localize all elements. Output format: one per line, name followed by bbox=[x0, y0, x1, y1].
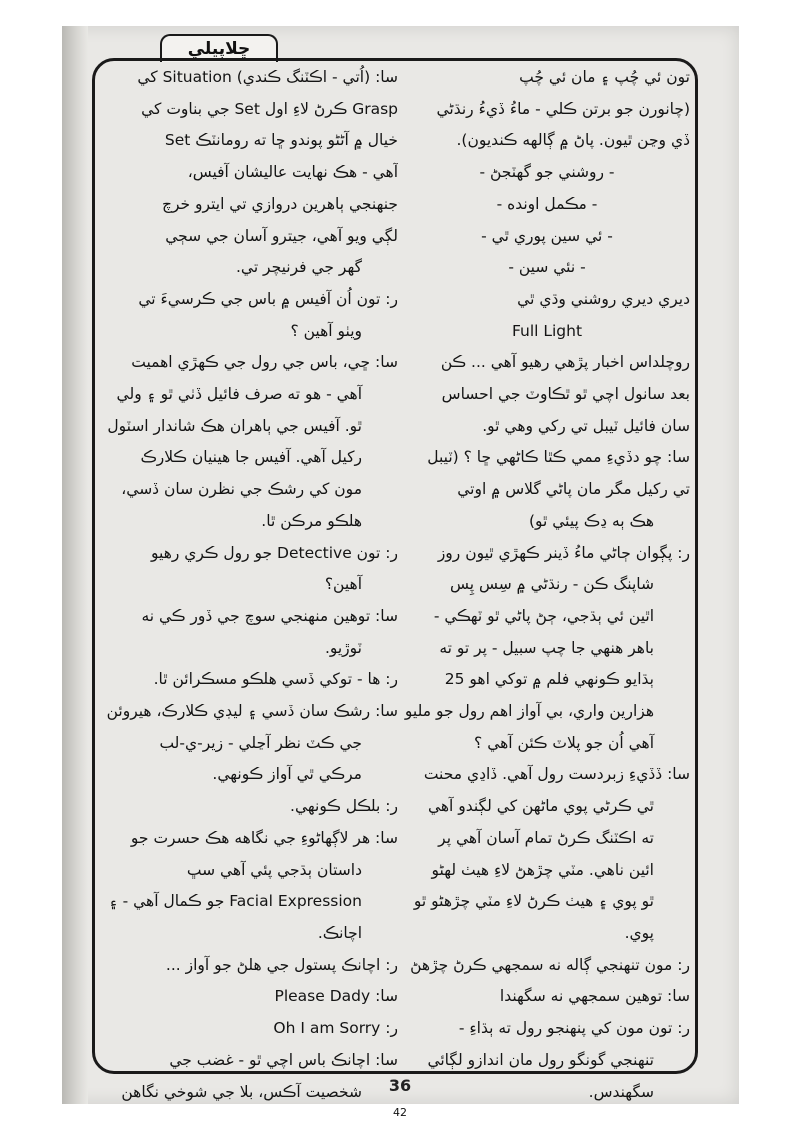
text-line: ائين ناهي. مٽي چڙهڻ لاءِ هيٺ لهڻو bbox=[431, 860, 654, 879]
text-line: آهين؟ bbox=[324, 575, 362, 594]
text-line: Grasp ڪرڻ لاءِ اول Set جي بناوت کي bbox=[141, 99, 398, 118]
text-line: مون کي رشڪ جي نظرن سان ڏسي، bbox=[121, 480, 362, 499]
text-line: ديري ديري روشني وڌي ٿي bbox=[517, 289, 690, 308]
text-line: ٿو پوي ۽ هيٺ ڪرڻ لاءِ مٽي چڙهڻو ٿو bbox=[413, 892, 654, 911]
text-line: ر: Oh I am Sorry bbox=[273, 1019, 398, 1038]
text-line: ر: اچانڪ پستول جي هلڻ جو آواز ... bbox=[165, 955, 398, 974]
text-line: (چانورن جو برتن ڪلي - ماءُ ڏيءُ رنڌڻي bbox=[436, 99, 690, 118]
text-line: ڏي وڃن ٿيون. پاڻ ۾ ڳالهه ڪنديون). bbox=[456, 131, 690, 150]
text-line: - نئي سين - bbox=[508, 258, 586, 277]
text-line: سا: توهين سمجهي نه سگهندا bbox=[499, 987, 690, 1006]
text-line: آهي اُن جو پلاٽ ڪئن آهي ؟ bbox=[474, 733, 654, 752]
text-line: باهر هنهي جا چپ سبيل - پر تو ته bbox=[439, 638, 654, 657]
text-line: لڳي ويو آهي، جيترو آسان جي سڄي bbox=[165, 226, 398, 245]
text-line: رکيل آهي. آفيس جا هينيان ڪلارڪ bbox=[140, 448, 362, 467]
text-line: سگهندس. bbox=[588, 1082, 654, 1101]
text-line: - روشني جو گهٽجڻ - bbox=[479, 163, 615, 182]
text-line: جنهنجي ٻاهرين دروازي تي ايترو خرچ bbox=[161, 194, 398, 213]
text-line: پوي. bbox=[624, 923, 654, 942]
text-line: سا: اچانڪ باس اچي ٿو - غضب جي bbox=[169, 1050, 398, 1069]
text-line: سا: رشڪ سان ڏسي ۽ ليڊي ڪلارڪ، هيروئن bbox=[106, 702, 398, 721]
text-line: اٿين ئي ٻڌجي، ڄڻ پاڻي ٿو ٽهڪي - bbox=[433, 606, 654, 625]
text-line: ٻڌايو ڪونهي فلم ۾ توکي اهو 25 bbox=[444, 670, 654, 689]
text-line: گهر جي فرنيچر تي. bbox=[235, 258, 362, 277]
left-text-column bbox=[102, 62, 398, 1108]
footer-page-number: 42 bbox=[393, 1106, 407, 1119]
text-line: خيال ۾ آڻڻو پوندو ڇا ته رومانٽڪ Set bbox=[164, 131, 398, 150]
section-title: ڇلاپيلي bbox=[187, 39, 251, 59]
text-line: تي رکيل مگر مان پاڻي گلاس ۾ اوتي bbox=[457, 480, 690, 499]
text-line: مرڪي ٿي آواز ڪونهي. bbox=[212, 765, 362, 784]
text-line: ٿو. آفيس جي ٻاهران هڪ شاندار اسٽول bbox=[107, 416, 362, 435]
text-line: سا: Please Dady bbox=[274, 987, 398, 1006]
text-line: Full Light bbox=[511, 321, 583, 340]
text-line: شخصيت آڪس، بلا جي شوخي نگاهن bbox=[121, 1082, 362, 1101]
text-line: سا: توهين منهنجي سوچ جي ڏور ڪي نه bbox=[141, 606, 398, 625]
text-line: داستان ٻڌجي پئي آهي سڀ bbox=[186, 860, 362, 879]
text-line: بعد سانول اچي ٿو ٿڪاوٽ جي احساس bbox=[441, 385, 690, 404]
text-line: - ئي سين پوري ٿي - bbox=[481, 226, 613, 245]
text-line: روچلداس اخبار پڙهي رهيو آهي ... ڪن bbox=[440, 353, 690, 372]
text-line: ته اڪٽنگ ڪرڻ تمام آسان آهي پر bbox=[438, 828, 654, 847]
text-line: شاپنگ ڪن - رنڌڻي ۾ سِس پِس bbox=[449, 575, 654, 594]
text-line: هزارين واري، بي آواز اهم رول جو مليو bbox=[404, 702, 654, 721]
text-line: هلڪو مرڪن ٿا. bbox=[261, 511, 362, 530]
text-line: جي ڪٽ نظر آڃلي - زير-ي-لب bbox=[159, 733, 362, 752]
text-line: سا: هر لاڳهاڻوءِ جي نگاهه هڪ حسرت جو bbox=[130, 828, 398, 847]
text-line: آهي - هو ته صرف فائيل ڏٺي ٿو ۽ ولي bbox=[116, 385, 362, 404]
text-line: Facial Expression جو ڪمال آهي - ۽ bbox=[108, 892, 362, 911]
text-line: ر: مون تنهنجي ڳاله نه سمجهي ڪرڻ چڙهڻ bbox=[410, 955, 690, 974]
text-line: ر: ها - توکي ڏسي هلڪو مسڪرائن ٿا. bbox=[153, 670, 398, 689]
text-line: آهي - هڪ نهايت عاليشان آفيس، bbox=[187, 163, 398, 182]
text-line: ر: تون مون کي پنهنجو رول ته ٻڌاءِ - bbox=[458, 1019, 690, 1038]
text-line: سا: ڇي، باس جي رول جي ڪهڙي اهميت bbox=[131, 353, 398, 372]
text-line: - مڪمل اونده - bbox=[496, 194, 598, 213]
text-line: سا: (اُتي - اڪٽنگ ڪندي) Situation کي bbox=[137, 68, 398, 86]
text-line: ر: تون Detective جو رول ڪري رهيو bbox=[151, 543, 398, 562]
book-spine bbox=[62, 26, 88, 1104]
text-line: ر: پڳوان ڄاڻي ماءُ ڏينر ڪهڙي ٿيون روز bbox=[437, 543, 690, 562]
text-line: سا: ڏڏيءِ زبردست رول آهي. ڏاڍي محنت bbox=[423, 765, 690, 784]
text-line: سان فائيل ٽيبل تي رکي وهي ٿو. bbox=[482, 416, 690, 435]
page-number: 36 bbox=[388, 1076, 412, 1095]
text-line: هڪ ٻه ڍڪ پيئي ٿو) bbox=[528, 511, 654, 530]
right-text-column bbox=[404, 62, 690, 1108]
text-line: تون ئي چُپ ۽ مان ئي چُپ bbox=[519, 68, 690, 86]
text-line: تنهنجي گونگو رول مان اندازو لڳائي bbox=[427, 1050, 654, 1069]
text-line: ر: تون اُن آفيس ۾ باس جي ڪرسيءَ تي bbox=[138, 289, 398, 308]
text-line: ٿي ڪرڻي پوي ماڻهن کي لڳندو آهي bbox=[427, 797, 654, 816]
text-line: سا: چو دڏيءِ ممي ڪٿا ڪاڻهي ڇا ؟ (ٽيبل bbox=[427, 448, 690, 467]
text-line: ٽوڙيو. bbox=[324, 638, 362, 657]
text-line: اچانڪ. bbox=[317, 923, 362, 942]
text-line: ر: بلڪل ڪونهي. bbox=[290, 797, 398, 816]
text-line: ويٺو آهين ؟ bbox=[290, 321, 362, 340]
